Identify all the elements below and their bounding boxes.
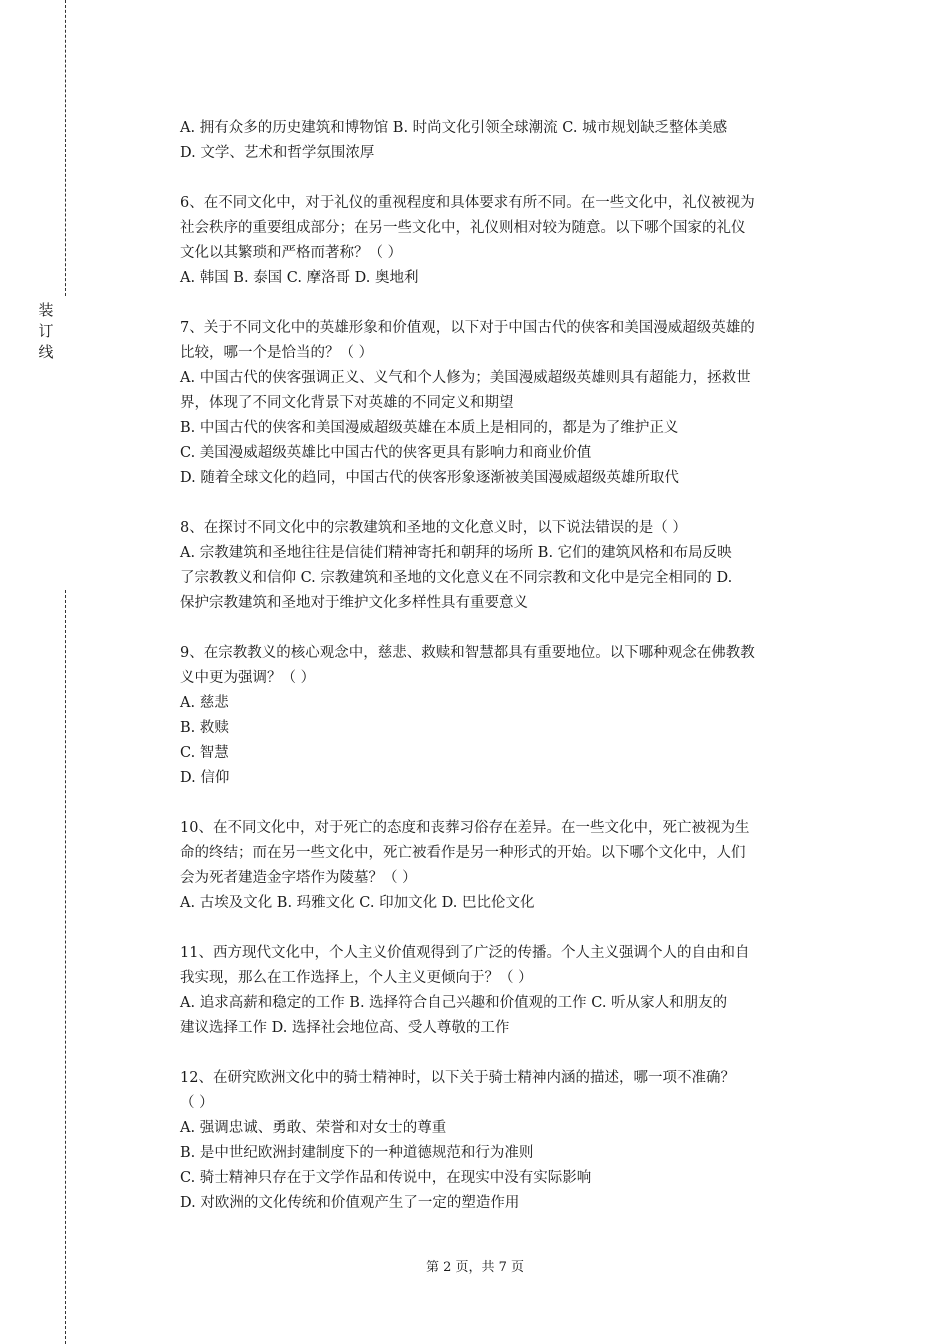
option-line: D. 对欧洲的文化传统和价值观产生了一定的塑造作用 (180, 1195, 520, 1211)
option-line: A. 强调忠诚、勇敢、荣誉和对女士的尊重 (180, 1120, 447, 1136)
option-line: B. 救赎 (180, 720, 229, 736)
question-12 (180, 1066, 846, 1216)
question-7 (180, 316, 846, 491)
question-stem: 7、关于不同文化中的英雄形象和价值观，以下对于中国古代的侠客和美国漫威超级英雄的 (180, 320, 755, 336)
question-stem: 命的终结；而在另一些文化中，死亡被看作是另一种形式的开始。以下哪个文化中，人们 (180, 845, 746, 861)
question-stem: 义中更为强调？（ ） (180, 670, 316, 686)
question-stem: （ ） (180, 1095, 214, 1111)
question-stem: 11、西方现代文化中，个人主义价值观得到了广泛的传播。个人主义强调个人的自由和自 (180, 945, 750, 961)
option-line: 保护宗教建筑和圣地对于维护文化多样性具有重要意义 (180, 595, 528, 611)
binding-char: 线 (38, 343, 54, 361)
question-8 (180, 516, 846, 616)
option-line: A. 拥有众多的历史建筑和博物馆 B. 时尚文化引领全球潮流 C. 城市规划缺乏整体美感 (180, 120, 728, 136)
option-line: C. 美国漫威超级英雄比中国古代的侠客更具有影响力和商业价值 (180, 445, 592, 461)
binding-line-top (65, 0, 66, 296)
page-number: 第 2 页，共 7 页 (425, 1260, 525, 1275)
question-stem: 12、在研究欧洲文化中的骑士精神时，以下关于骑士精神内涵的描述，哪一项不准确？ (180, 1070, 735, 1086)
question-stem: 6、在不同文化中，对于礼仪的重视程度和具体要求有所不同。在一些文化中，礼仪被视为 (180, 195, 755, 211)
option-line: C. 骑士精神只存在于文学作品和传说中，在现实中没有实际影响 (180, 1170, 592, 1186)
question-stem: 9、在宗教教义的核心观念中，慈悲、救赎和智慧都具有重要地位。以下哪种观念在佛教教 (180, 645, 755, 661)
option-line: 了宗教教义和信仰 C. 宗教建筑和圣地的文化意义在不同宗教和文化中是完全相同的 D. (180, 570, 733, 586)
question-9 (180, 641, 846, 791)
option-line: A. 韩国 B. 泰国 C. 摩洛哥 D. 奥地利 (180, 270, 419, 286)
option-line: A. 慈悲 (180, 695, 229, 711)
question-stem: 比较，哪一个是恰当的？（ ） (180, 345, 374, 361)
question-stem: 10、在不同文化中，对于死亡的态度和丧葬习俗存在差异。在一些文化中，死亡被视为生 (180, 820, 750, 836)
question-stem: 我实现，那么在工作选择上，个人主义更倾向于？（ ） (180, 970, 533, 986)
option-line: D. 文学、艺术和哲学氛围浓厚 (180, 145, 375, 161)
binding-char: 订 (38, 322, 54, 340)
question-5-options (180, 116, 846, 166)
option-line: A. 中国古代的侠客强调正义、义气和个人修为；美国漫威超级英雄则具有超能力，拯救世 (180, 370, 751, 386)
option-line: 建议选择工作 D. 选择社会地位高、受人尊敬的工作 (180, 1020, 510, 1036)
question-stem: 社会秩序的重要组成部分；在另一些文化中，礼仪则相对较为随意。以下哪个国家的礼仪 (180, 220, 746, 236)
question-stem: 8、在探讨不同文化中的宗教建筑和圣地的文化意义时，以下说法错误的是（ ） (180, 520, 687, 536)
option-line: A. 宗教建筑和圣地往往是信徒们精神寄托和朝拜的场所 B. 它们的建筑风格和布局反映 (180, 545, 732, 561)
binding-line-bottom (65, 590, 66, 1344)
binding-char: 装 (38, 301, 54, 319)
question-11 (180, 941, 846, 1041)
option-line: 界，体现了不同文化背景下对英雄的不同定义和期望 (180, 395, 514, 411)
option-line: A. 古埃及文化 B. 玛雅文化 C. 印加文化 D. 巴比伦文化 (180, 895, 535, 911)
option-line: A. 追求高薪和稳定的工作 B. 选择符合自己兴趣和价值观的工作 C. 听从家人和朋友的 (180, 995, 728, 1011)
option-line: B. 是中世纪欧洲封建制度下的一种道德规范和行为准则 (180, 1145, 534, 1161)
binding-label (36, 300, 56, 363)
option-line: D. 随着全球文化的趋同，中国古代的侠客形象逐渐被美国漫威超级英雄所取代 (180, 470, 679, 486)
option-line: D. 信仰 (180, 770, 230, 786)
exam-content (180, 116, 846, 1241)
question-stem: 文化以其繁琐和严格而著称？（ ） (180, 245, 403, 261)
question-6 (180, 191, 846, 291)
question-10 (180, 816, 846, 916)
option-line: C. 智慧 (180, 745, 229, 761)
option-line: B. 中国古代的侠客和美国漫威超级英雄在本质上是相同的，都是为了维护正义 (180, 420, 679, 436)
question-stem: 会为死者建造金字塔作为陵墓？（ ） (180, 870, 417, 886)
